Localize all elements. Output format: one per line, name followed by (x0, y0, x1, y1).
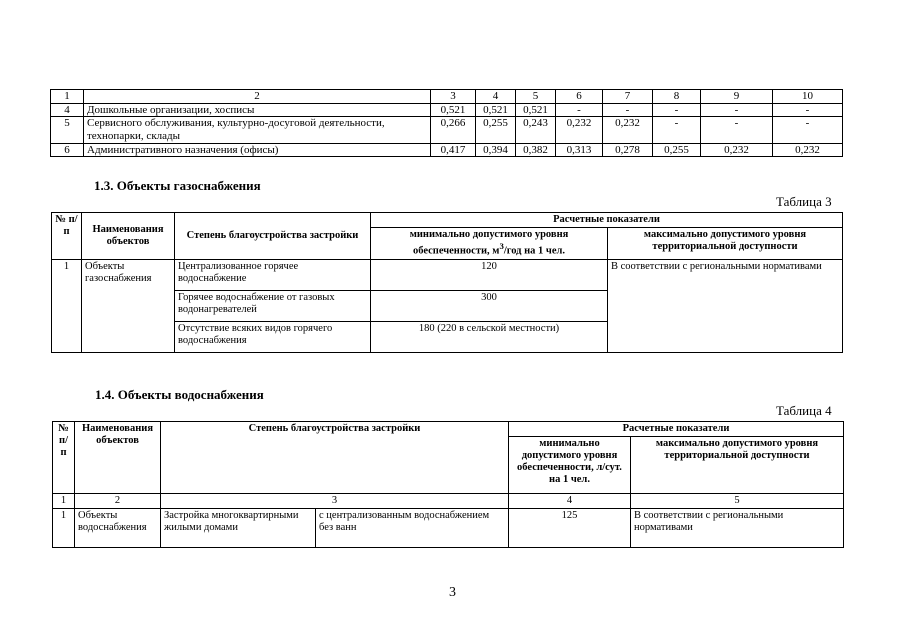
table-cell: 0,521 (476, 103, 516, 117)
value-cell: 180 (220 в сельской местности) (371, 321, 608, 352)
header-number: № п/п (52, 213, 82, 260)
column-number: 1 (53, 494, 75, 509)
header-calculated-indicators: Расчетные показатели (509, 422, 844, 437)
column-number: 1 (51, 90, 84, 104)
row-number: 1 (52, 259, 82, 352)
header-number: № п/п (53, 422, 75, 494)
table-row (52, 259, 843, 290)
header-degree: Степень благоустройства застройки (161, 422, 509, 494)
column-number: 6 (556, 90, 603, 104)
page-number: 3 (449, 585, 456, 600)
table-cell: 0,394 (476, 143, 516, 157)
degree-cell: Горячее водоснабжение от газовых водонагревателей (175, 290, 371, 321)
column-number: 5 (516, 90, 556, 104)
table-header-row (51, 90, 843, 104)
continuation-table (50, 89, 843, 157)
column-number-row (53, 494, 844, 509)
table-cell: - (653, 117, 701, 143)
column-number: 4 (476, 90, 516, 104)
table-cell: - (773, 103, 843, 117)
row-label: Административного назначения (офисы) (84, 143, 431, 157)
degree-subcell: с централизованным водоснабжением без ванн (316, 509, 509, 548)
column-number: 8 (653, 90, 701, 104)
table-caption-3: Таблица 3 (776, 194, 832, 209)
row-label: Сервисного обслуживания, культурно-досуговой деятельности, технопарки, склады (84, 117, 431, 143)
max-level-cell: В соответствии с региональными нормативами (631, 509, 844, 548)
table-row (51, 143, 843, 157)
column-number: 2 (84, 90, 431, 104)
degree-cell: Застройка многоквартирными жилыми домами (161, 509, 316, 548)
max-level-cell: В соответствии с региональными нормативами (608, 259, 843, 352)
column-number: 5 (631, 494, 844, 509)
value-cell: 125 (509, 509, 631, 548)
column-number: 10 (773, 90, 843, 104)
water-supply-table (52, 421, 844, 548)
column-number: 9 (701, 90, 773, 104)
degree-cell: Отсутствие всяких видов горячего водоснабжения (175, 321, 371, 352)
table-cell: 0,232 (556, 117, 603, 143)
table-cell: 0,232 (603, 117, 653, 143)
table-cell: - (701, 117, 773, 143)
value-cell: 300 (371, 290, 608, 321)
header-max-level: максимально допустимого уровня территориальной доступности (608, 228, 843, 260)
table-cell: 0,278 (603, 143, 653, 157)
column-number: 3 (431, 90, 476, 104)
table-cell: 0,417 (431, 143, 476, 157)
column-number: 2 (75, 494, 161, 509)
table-row (53, 509, 844, 548)
header-object-name: Наименования объектов (75, 422, 161, 494)
table-cell: - (556, 103, 603, 117)
row-object-name: Объекты водоснабжения (75, 509, 161, 548)
row-number: 4 (51, 103, 84, 117)
header-degree: Степень благоустройства застройки (175, 213, 371, 260)
header-calculated-indicators: Расчетные показатели (371, 213, 843, 228)
row-label: Дошкольные организации, хосписы (84, 103, 431, 117)
table-cell: 0,382 (516, 143, 556, 157)
table-row (51, 117, 843, 143)
column-number: 4 (509, 494, 631, 509)
table-cell: 0,232 (773, 143, 843, 157)
header-object-name: Наименования объектов (82, 213, 175, 260)
table-cell: - (773, 117, 843, 143)
column-number: 7 (603, 90, 653, 104)
table-cell: 0,266 (431, 117, 476, 143)
table-cell: - (603, 103, 653, 117)
header-max-level: максимально допустимого уровня территориальной доступности (631, 437, 844, 494)
table-cell: - (653, 103, 701, 117)
value-cell: 120 (371, 259, 608, 290)
table-row (51, 103, 843, 117)
row-number: 6 (51, 143, 84, 157)
row-object-name: Объекты газоснабжения (82, 259, 175, 352)
row-number: 1 (53, 509, 75, 548)
table-cell: 0,243 (516, 117, 556, 143)
table-cell: 0,232 (701, 143, 773, 157)
section-heading-water: 1.4. Объекты водоснабжения (95, 387, 264, 402)
degree-cell: Централизованное горячее водоснабжение (175, 259, 371, 290)
table-caption-4: Таблица 4 (776, 403, 832, 418)
header-min-level: минимально допустимого уровня обеспеченности, л/сут. на 1 чел. (509, 437, 631, 494)
column-number: 3 (161, 494, 509, 509)
table-cell: - (701, 103, 773, 117)
section-heading-gas: 1.3. Объекты газоснабжения (94, 178, 261, 193)
table-cell: 0,255 (476, 117, 516, 143)
table-cell: 0,255 (653, 143, 701, 157)
table-cell: 0,521 (431, 103, 476, 117)
gas-supply-table (51, 212, 843, 353)
header-min-level: минимально допустимого уровня обеспеченности, $м^3$/год на 1 чел. (371, 228, 608, 260)
table-cell: 0,313 (556, 143, 603, 157)
row-number: 5 (51, 117, 84, 143)
table-cell: 0,521 (516, 103, 556, 117)
